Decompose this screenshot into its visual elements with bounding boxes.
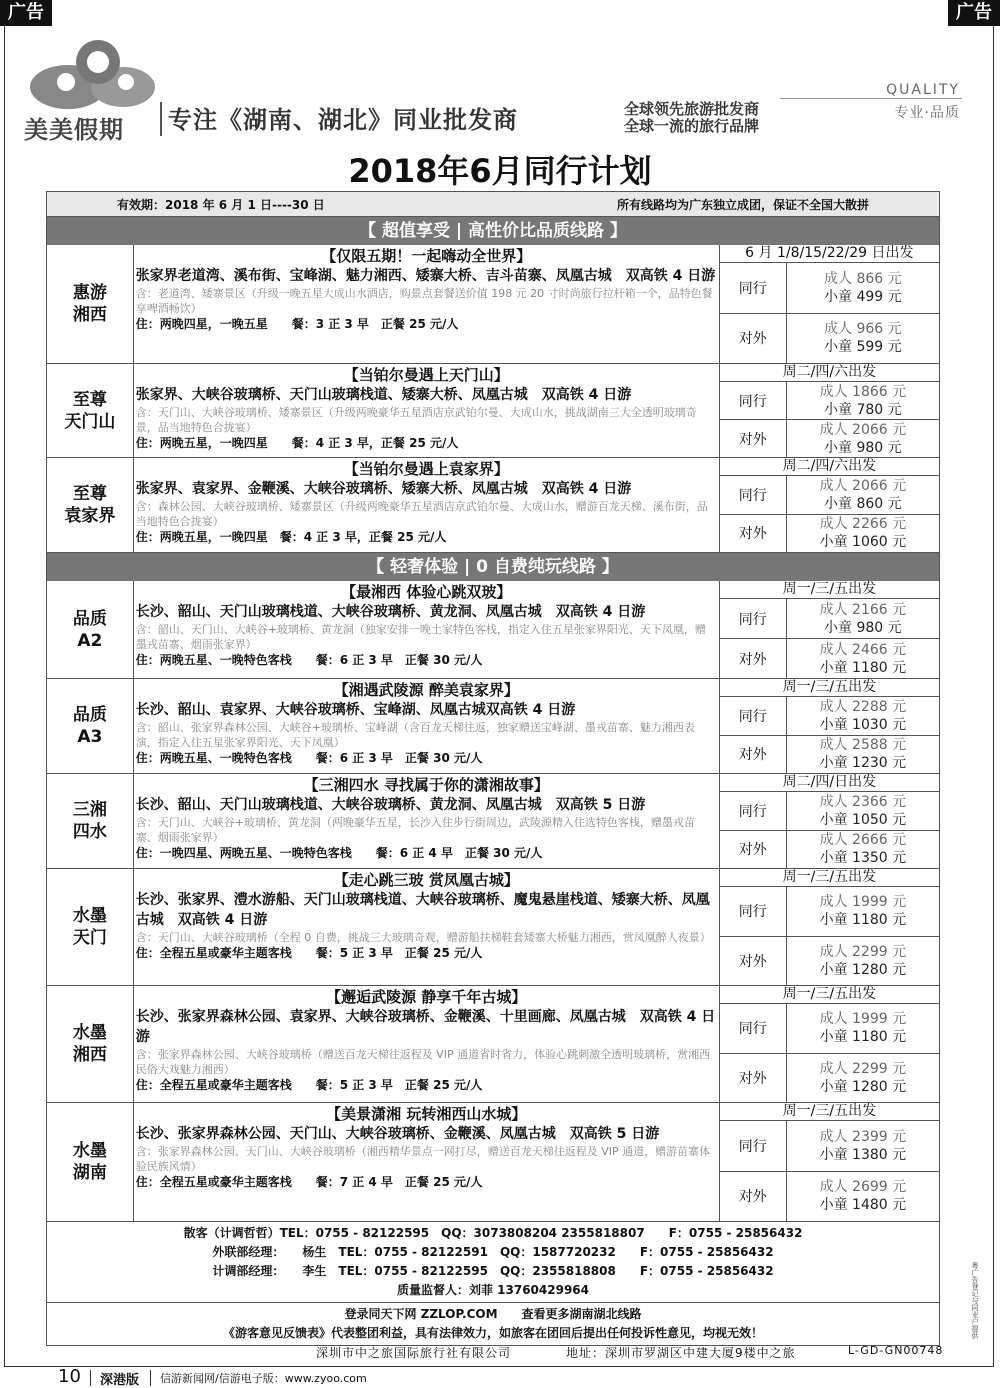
peer-child-price: 小童 860 元 [824,495,902,512]
route-includes: 含：韶山、张家界森林公园、大峡谷+玻璃桥、宝峰湖（含百龙天梯往返，独家赠送宝峰湖、墨戎苗寨、魅力湘西表演，指定入住五星张家界阳光、天下凤凰） [135,721,695,749]
route-name [47,245,134,363]
retail-price-row [720,736,939,774]
ad-tag-right: 广告 [948,0,1000,26]
retail-price-row [720,1172,939,1222]
brand-name: 美美假期 [24,116,124,144]
contact-line: 质量监督人：刘菲 13760429964 [396,1283,590,1297]
route-includes: 含：韶山、天门山、大峡谷+玻璃桥、黄龙洞（独家安排一晚土家特色客栈，指定入住五星张家界阳光、天下凤凰，赠墨戎苗寨、烟雨张家界） [135,623,706,651]
peer-price-row [720,476,939,515]
route-name-text: 三湘 四水 [72,800,107,842]
section-header-premium: 【 超值享受 | 高性价比品质线路 】 [46,217,940,245]
peer-price [787,476,939,514]
peer-price-row [720,263,939,314]
header-divider [160,102,162,136]
route-name [47,869,134,985]
route-name-text: 水墨 天门 [72,906,107,948]
retail-adult-price: 成人 2588 元 [819,737,907,754]
route-itinerary: 长沙、韶山、天门山玻璃栈道、大峡谷玻璃桥、黄龙洞、凤凰古城 双高铁 4 日游 [135,604,646,620]
retail-label: 对外 [720,1054,787,1103]
retail-adult-price: 成人 2066 元 [819,421,907,438]
peer-price [787,382,939,419]
peer-price-row [720,1004,939,1054]
peer-child-price: 小童 1180 元 [819,912,907,929]
route-description [134,869,720,985]
validity-text: 有效期：2018 年 6 月 1 日----30 日 [117,197,325,212]
peer-label: 同行 [720,1121,787,1171]
retail-price [787,831,939,869]
peer-label: 同行 [720,382,787,419]
route-row [46,458,940,553]
peer-adult-price: 成人 1866 元 [819,383,907,400]
route-name [47,1103,134,1221]
peer-adult-price: 成人 1999 元 [819,894,907,911]
peer-label: 同行 [720,599,787,638]
peer-adult-price: 成人 2399 元 [819,1128,907,1145]
route-prices [720,774,939,868]
departure-dates: 周二/四/六出发 [720,458,939,476]
retail-adult-price: 成人 2299 元 [819,1060,907,1077]
route-prices [720,245,939,363]
peer-label: 同行 [720,887,787,936]
footer-divider [90,1370,91,1386]
route-itinerary: 张家界、袁家界、金鞭溪、大峡谷玻璃桥、矮寨大桥、凤凰古城 双高铁 4 日游 [135,481,632,497]
route-row [46,986,940,1103]
light-luxury-routes [46,581,940,1222]
route-prices [720,1103,939,1221]
route-row [46,679,940,774]
route-headline: 【仅限五期！一起嗨动全世界】 [321,247,532,265]
route-name-text: 至尊 天门山 [64,389,116,432]
peer-price-row [720,697,939,736]
peer-price [787,887,939,936]
route-name-text: 品质 A3 [72,705,107,747]
website-link[interactable]: 信游新闻网/信游电子版：www.zyoo.com [160,1372,367,1385]
route-itinerary: 长沙、张家界森林公园、天门山、大峡谷玻璃桥、金鞭溪、凤凰古城 双高铁 5 日游 [135,1126,660,1142]
contact-line: 计调部经理： 李生 TEL：0755 - 82122595 QQ：2355818808 F：0755 - 25856432 [212,1264,774,1278]
departure-dates: 周一/三/五出发 [720,986,939,1004]
route-headline: 【邂逅武陵源 静享千年古城】 [326,988,527,1006]
retail-price [787,314,939,364]
peer-price-row [720,887,939,937]
route-name [47,774,134,868]
departure-dates: 周一/三/五出发 [720,581,939,599]
route-stay-meals: 住：两晚五星，一晚四星 餐：4 正 3 早，正餐 25 元/人 [135,530,447,544]
route-itinerary: 张家界、大峡谷玻璃桥、天门山玻璃栈道、矮寨大桥、凤凰古城 双高铁 4 日游 [135,387,632,403]
peer-adult-price: 成人 2066 元 [819,477,907,494]
quality-badge [886,82,960,122]
route-stay-meals: 住：两晚五星、一晚特色客栈 餐：6 正 3 早 正餐 30 元/人 [135,653,483,667]
retail-price-row [720,420,939,457]
departure-dates: 周二/四/日出发 [720,774,939,792]
peer-adult-price: 成人 866 元 [824,270,902,287]
tagline-1: 全球领先旅游批发商 [624,100,760,118]
peer-price [787,792,939,830]
peer-child-price: 小童 1380 元 [819,1146,907,1163]
contact-line: 散客（计调哲哲）TEL：0755 - 82122595 QQ：3073808204 2355818807 F：0755 - 25856432 [183,1226,803,1240]
peer-child-price: 小童 780 元 [824,401,902,418]
retail-price-row [720,1054,939,1103]
route-includes: 含：老道湾、矮寨景区（升级一晚五星大成山水酒店，购景点套餐送价值 198 元 20 寸时尚旅行拉杆箱一个，品特色餐享啤酒畅饮） [135,287,713,315]
peer-child-price: 小童 1180 元 [819,1029,907,1046]
departure-dates: 周二/四/六出发 [720,364,939,382]
route-includes: 含：森林公园、大峡谷玻璃桥、矮寨景区（升级两晚豪华五星酒店京武铂尔曼、大成山水，赠游百龙天梯、溪布街，品当地特色合拢宴） [135,500,708,528]
footer-divider [150,1370,151,1386]
route-headline: 【美景潇湘 玩转湘西山水城】 [326,1105,527,1123]
route-stay-meals: 住：全程五星或豪华主题客栈 餐：5 正 3 早 正餐 25 元/人 [135,946,483,960]
retail-adult-price: 成人 966 元 [824,321,902,338]
peer-price-row [720,599,939,639]
brand-taglines [624,101,759,135]
footer-license-code: L-GD-GN00748 [848,1344,944,1357]
retail-adult-price: 成人 2699 元 [819,1179,907,1196]
route-includes: 含：张家界森林公园、天门山、大峡谷玻璃桥（湘西精华景点一网打尽，赠送百龙天梯往返程及 VIP 通道，赠游苗寨体验民族风情） [135,1145,711,1173]
retail-adult-price: 成人 2299 元 [819,943,907,960]
peer-price [787,599,939,638]
retail-label: 对外 [720,1172,787,1222]
route-itinerary: 长沙、韶山、天门山玻璃栈道、大峡谷玻璃桥、黄龙洞、凤凰古城 双高铁 5 日游 [135,797,646,813]
route-prices [720,458,939,552]
retail-price-row [720,314,939,364]
retail-price-row [720,937,939,986]
route-description [134,245,720,363]
footer-address: 地址：深圳市罗湖区中建大厦9楼中之旅 [566,1346,796,1360]
route-prices [720,364,939,457]
route-row [46,245,940,364]
page-number: 10 [58,1366,81,1387]
route-headline: 【当铂尔曼遇上袁家界】 [343,460,509,478]
website-note[interactable]: 登录同天下网 ZZLOP.COM 查看更多湖南湖北线路 [344,1307,642,1321]
peer-price [787,1121,939,1171]
retail-child-price: 小童 1280 元 [819,961,907,978]
retail-price [787,639,939,678]
route-includes: 含：张家界森林公园、大峡谷玻璃桥（赠送百龙天梯往返程及 VIP 通道省时省力，体验心跳刺激全透明玻璃桥，赏湘西民俗大戏魅力湘西） [135,1048,711,1076]
route-headline: 【三湘四水 寻找属于你的潇湘故事】 [303,776,549,794]
route-description [134,581,720,678]
route-includes: 含：天门山、大峡谷玻璃桥（全程 0 自费，挑战三大玻璃奇观，赠游船扶梯鞋套矮寨大桥魅力湘西，赏凤凰醉人夜景） [135,931,711,944]
retail-child-price: 小童 1350 元 [819,850,907,867]
route-includes: 含：天门山、大峡谷+玻璃桥、黄龙洞（两晚豪华五星，长沙入住步行街周边，武陵源精入住选特色客栈，赠墨戎苗寨、烟雨张家界） [135,816,695,844]
retail-child-price: 小童 980 元 [824,439,902,456]
peer-child-price: 小童 499 元 [824,288,902,305]
route-stay-meals: 住：两晚五星、一晚特色客栈 餐：6 正 3 早 正餐 30 元/人 [135,751,483,765]
route-itinerary: 张家界老道湾、溪布街、宝峰湖、魅力湘西、矮寨大桥、吉斗苗寨、凤凰古城 双高铁 4 日游 [135,268,716,284]
retail-price [787,515,939,553]
peer-price-row [720,382,939,420]
feedback-note: 《游客意见反馈表》代表整团利益，具有法律效力，如旅客在团回后提出任何投诉性意见，均视无效！ [222,1326,763,1340]
route-stay-meals: 住：两晚五星，一晚四星 餐：4 正 3 早，正餐 25 元/人 [135,436,459,450]
route-description [134,774,720,868]
route-row [46,581,940,679]
route-row [46,869,940,986]
retail-price [787,1054,939,1103]
retail-child-price: 小童 1230 元 [819,755,907,772]
peer-label: 同行 [720,476,787,514]
peer-adult-price: 成人 2166 元 [819,601,907,618]
tagline-2: 全球一流的旅行品牌 [624,117,760,135]
departure-dates: 周一/三/五出发 [720,1103,939,1121]
peer-price-row [720,1121,939,1172]
quality-label: QUALITY [886,82,960,98]
route-itinerary: 长沙、张家界森林公园、袁家界、大峡谷玻璃桥、金鞭溪、十里画廊、凤凰古城 双高铁 4 日游 [135,1009,716,1045]
notes-block [46,1303,940,1346]
retail-label: 对外 [720,420,787,457]
route-includes: 含：天门山、大峡谷玻璃桥、矮寨景区（升级两晚豪华五星酒店京武铂尔曼、大成山水，挑战湖南三大全透明玻璃奇景，品当地特色合拢宴） [135,406,697,434]
quality-sublabel: 专业·品质 [894,105,960,121]
peer-label: 同行 [720,1004,787,1053]
page-title: 2018年6月同行计划 [348,152,652,190]
contact-line: 外联部经理： 杨生 TEL：0755 - 82122591 QQ：1587720232 F：0755 - 25856432 [212,1245,774,1259]
route-headline: 【当铂尔曼遇上天门山】 [343,366,509,384]
route-itinerary: 长沙、韶山、袁家界、大峡谷玻璃桥、宝峰湖、凤凰古城双高铁 4 日游 [135,702,576,718]
route-stay-meals: 住：一晚四星、两晚五星、一晚特色客栈 餐：6 正 4 早 正餐 30 元/人 [135,846,543,860]
route-description [134,1103,720,1221]
peer-child-price: 小童 1030 元 [819,716,907,733]
route-row [46,364,940,458]
route-row [46,1103,940,1222]
route-name [47,581,134,678]
route-headline: 【走心跳三玻 赏凤凰古城】 [333,871,519,889]
retail-child-price: 小童 1180 元 [819,659,907,676]
route-prices [720,869,939,985]
retail-label: 对外 [720,639,787,678]
route-prices [720,986,939,1102]
retail-adult-price: 成人 2466 元 [819,641,907,658]
route-row [46,774,940,869]
retail-label: 对外 [720,831,787,869]
retail-price-row [720,515,939,553]
brand-logo-icon [28,32,158,112]
departure-dates: 6 月 1/8/15/22/29 日出发 [720,245,939,263]
route-description [134,364,720,457]
departure-dates: 周一/三/五出发 [720,679,939,697]
peer-label: 同行 [720,697,787,735]
peer-price [787,697,939,735]
route-name-text: 品质 A2 [72,608,107,651]
route-stay-meals: 住：两晚四星，一晚五星 餐：3 正 3 早 正餐 25 元/人 [135,317,459,331]
peer-label: 同行 [720,263,787,313]
retail-price [787,1172,939,1222]
retail-price [787,420,939,457]
contact-block [46,1222,940,1303]
brand-slogan: 专注《湖南、湖北》同业批发商 [168,106,518,134]
retail-adult-price: 成人 2666 元 [819,832,907,849]
retail-child-price: 小童 599 元 [824,339,902,356]
retail-price-row [720,639,939,678]
route-prices [720,679,939,773]
footer-company: 深圳市中之旅国际旅行社有限公司 [316,1346,512,1360]
validity-bar [46,191,940,217]
route-name-text: 水墨 湘西 [72,1023,107,1065]
departure-dates: 周一/三/五出发 [720,869,939,887]
peer-label: 同行 [720,792,787,830]
peer-child-price: 小童 1050 元 [819,811,907,828]
side-note: 粤广告登记与同业户提供 [971,1262,979,1339]
retail-child-price: 小童 1280 元 [819,1078,907,1095]
route-name [47,679,134,773]
retail-label: 对外 [720,314,787,364]
peer-adult-price: 成人 2366 元 [819,793,907,810]
retail-price [787,937,939,986]
route-description [134,986,720,1102]
route-headline: 【最湘西 体验心跳双玻】 [341,583,512,601]
route-description [134,679,720,773]
route-name [47,986,134,1102]
route-name [47,458,134,552]
retail-child-price: 小童 1480 元 [819,1197,907,1214]
peer-price [787,1004,939,1053]
peer-child-price: 小童 980 元 [824,619,902,636]
route-stay-meals: 住：全程五星或豪华主题客栈 餐：5 正 3 早 正餐 25 元/人 [135,1078,483,1092]
peer-adult-price: 成人 1999 元 [819,1011,907,1028]
retail-price [787,736,939,774]
route-itinerary: 长沙、张家界、澧水游船、天门山玻璃栈道、大峡谷玻璃桥、魔鬼悬崖栈道、矮寨大桥、凤凰古城 双高铁 4 日游 [135,892,710,928]
retail-label: 对外 [720,736,787,774]
group-note: 所有线路均为广东独立成团，保证不全国大散拼 [616,197,869,212]
ad-tag-left: 广告 [0,0,52,26]
route-name [47,364,134,457]
route-prices [720,581,939,678]
premium-routes [46,245,940,553]
route-table [46,191,940,1346]
route-name-text: 惠游 湘西 [72,283,107,325]
route-description [134,458,720,552]
edition-label: 深港版 [100,1373,140,1388]
route-headline: 【湘遇武陵源 醉美袁家界】 [333,681,519,699]
retail-label: 对外 [720,937,787,986]
route-name-text: 至尊 袁家界 [64,484,116,526]
route-stay-meals: 住：全程五星或豪华主题客栈 餐：7 正 4 早 正餐 25 元/人 [135,1175,483,1189]
peer-adult-price: 成人 2288 元 [819,698,907,715]
peer-price [787,263,939,313]
retail-label: 对外 [720,515,787,553]
retail-adult-price: 成人 2266 元 [819,516,907,533]
route-name-text: 水墨 湖南 [72,1141,107,1183]
section-header-light-luxury: 【 轻奢体验 | 0 自费纯玩线路 】 [46,553,940,581]
retail-price-row [720,831,939,869]
peer-price-row [720,792,939,831]
retail-child-price: 小童 1060 元 [819,534,907,551]
